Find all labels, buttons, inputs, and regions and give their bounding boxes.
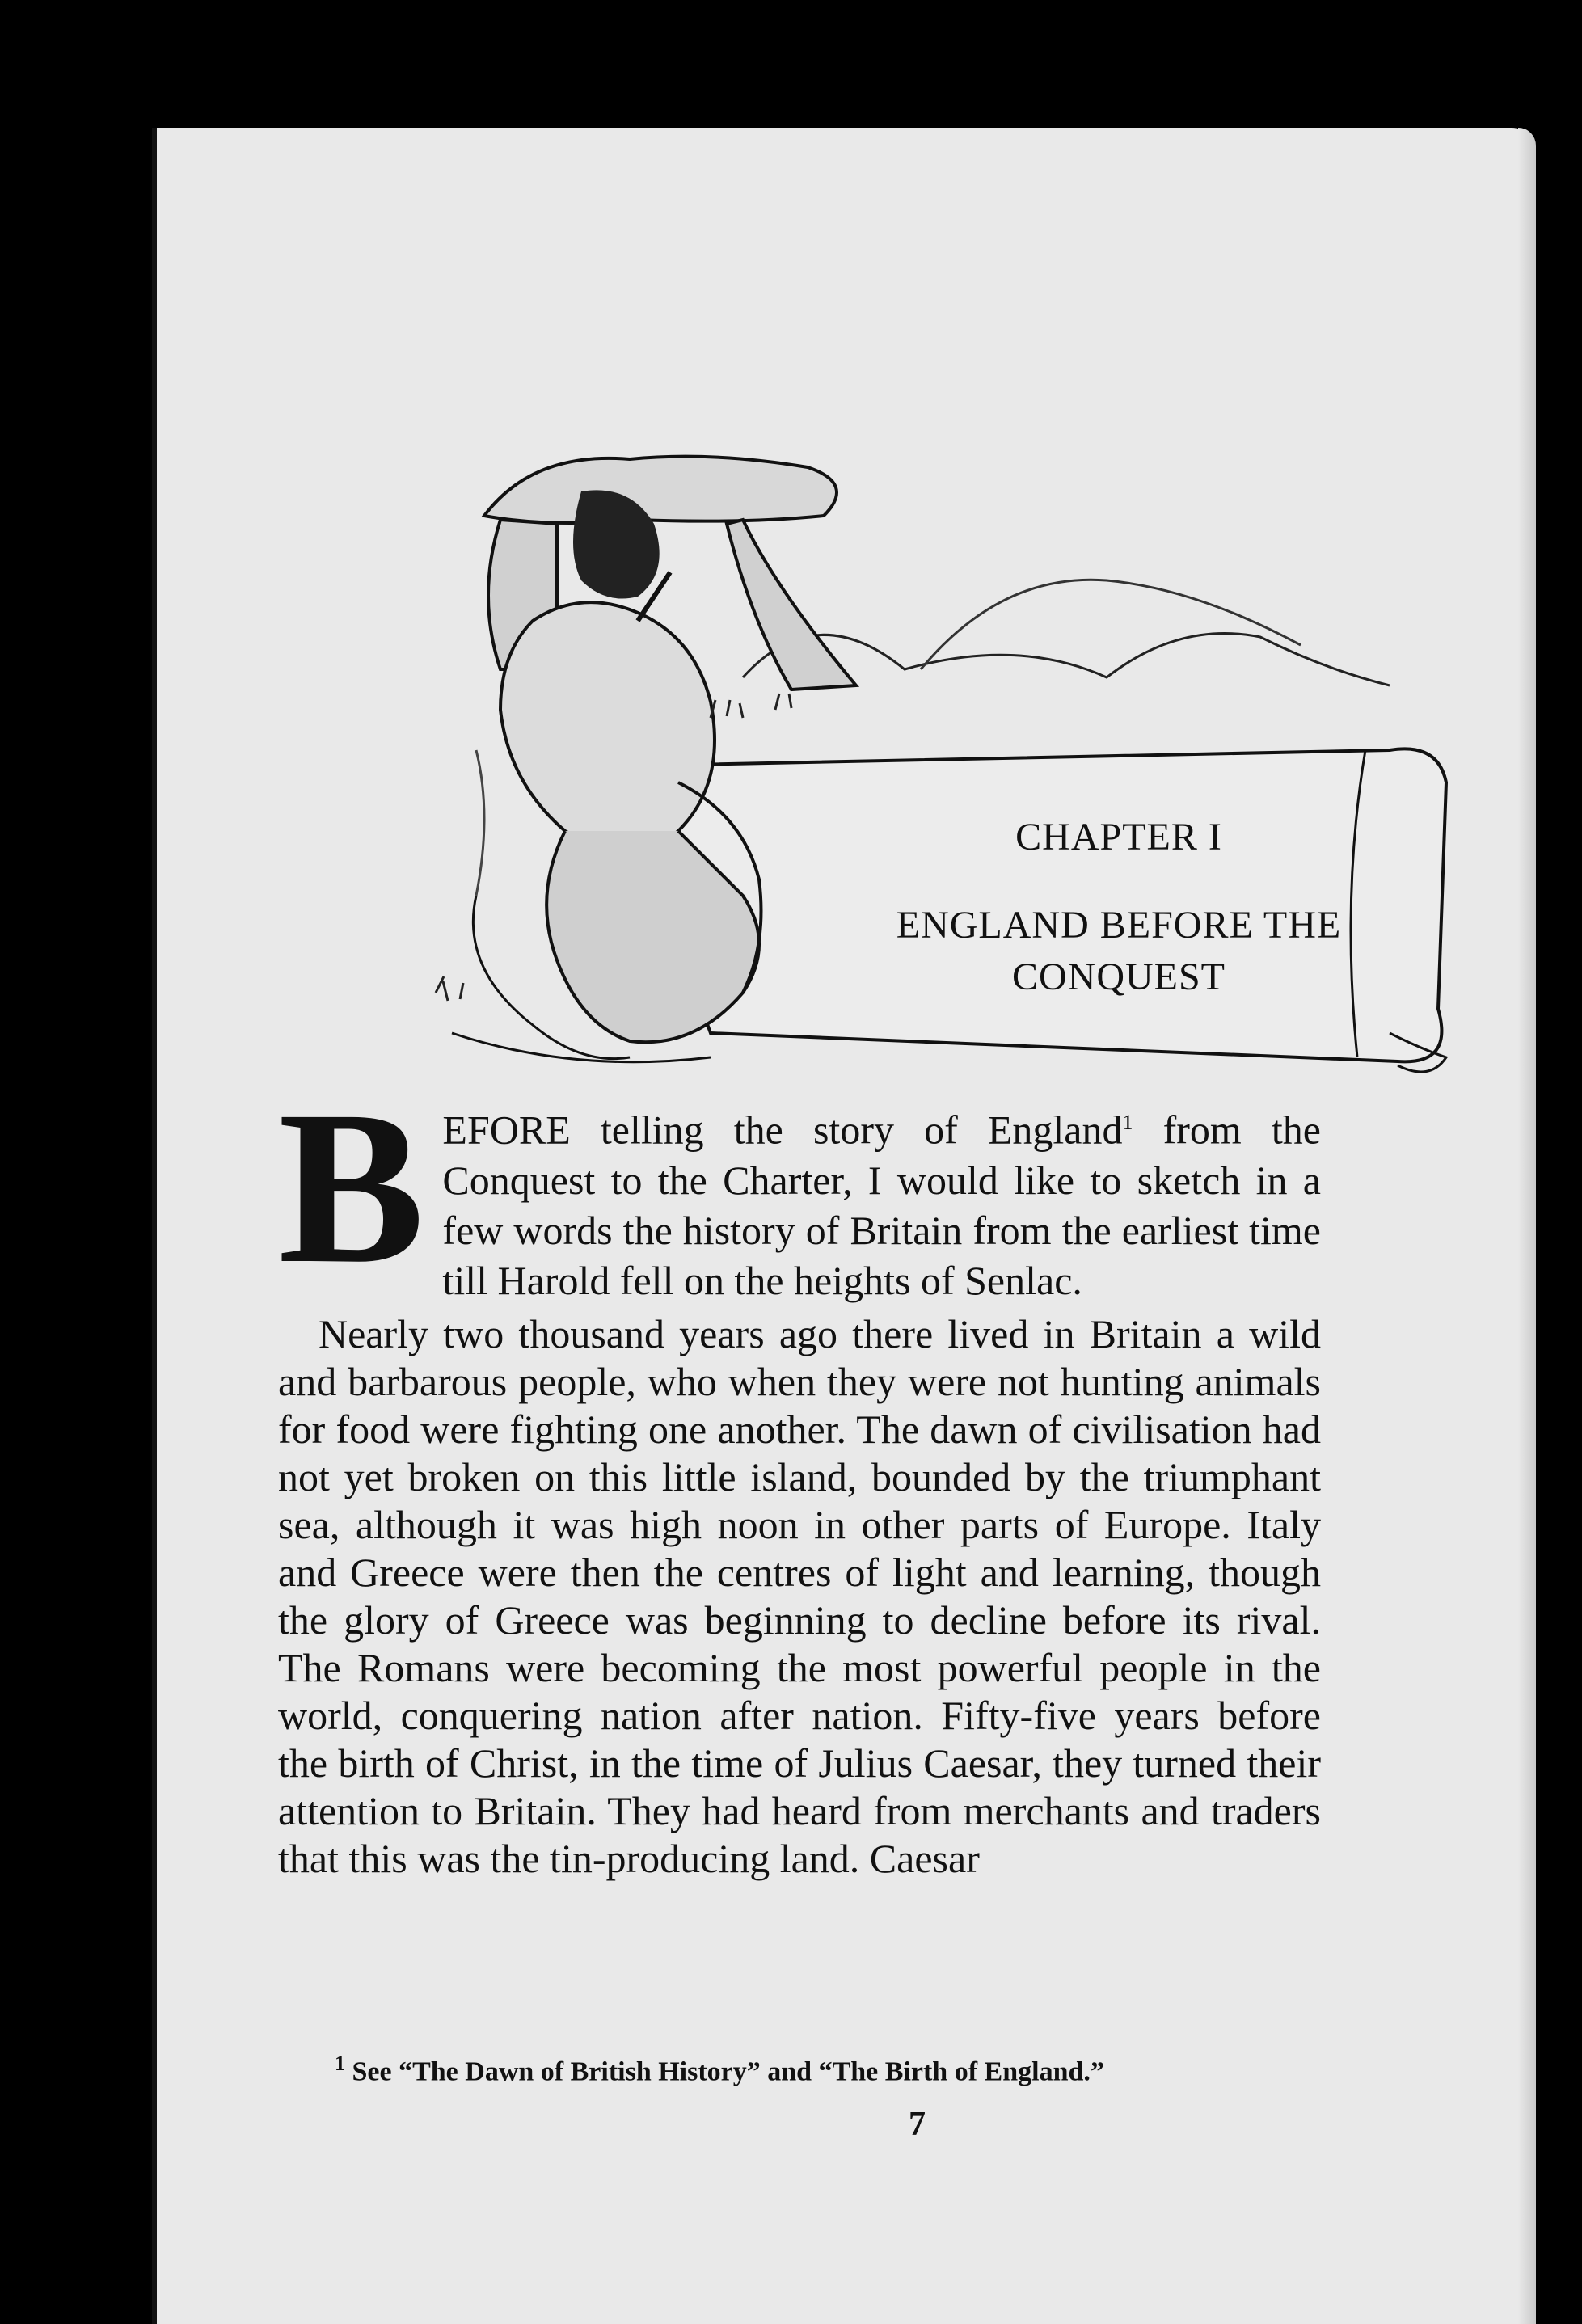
paragraph-1-rest: from the Conquest to the Charter, I would like to sketch in a few words the history of Britain from the earliest time till Harold fell on the heights of Senlac. [442, 1107, 1321, 1303]
footnote-ref: 1 [1122, 1111, 1133, 1134]
chapter-heading [836, 900, 1402, 1003]
chapter-heading-line-1: ENGLAND BEFORE THE [896, 904, 1342, 947]
paragraph-2: Nearly two thousand years ago there lived in Britain a wild and barbarous people, who when they were not hunting animals for food were fighting one another. The dawn of civilisation had not yet broken on this little island, bounded by the triumphant sea, although it was high noon in other parts of Europe. Italy and Greece were then the centres of light and learning, though the glory of Greece was beginning to decline before its rival. The Romans were becoming the most powerful people in the world, conquering nation after nation. Fifty-five years before the birth of Christ, in the time of Julius Caesar, they turned their attention to Britain. They had heard from merchants and traders that this was the tin-producing land. Caesar [278, 1310, 1321, 1881]
page-edge-shadow [1518, 128, 1536, 2324]
page-number: 7 [909, 2106, 926, 2143]
footnote-text: See “The Dawn of British History” and “The Birth of England.” [345, 2056, 1104, 2087]
footnote-marker: 1 [335, 2052, 345, 2075]
drop-cap: B [278, 1065, 425, 1309]
body-text [278, 1065, 1321, 1883]
chapter-number: CHAPTER I [1015, 816, 1222, 858]
chapter-illustration [290, 330, 1454, 1122]
paragraph-1 [278, 1065, 1321, 1309]
book-page [152, 128, 1536, 2324]
chapter-heading-line-2: CONQUEST [1011, 955, 1226, 998]
footnote [335, 2052, 1450, 2087]
paragraph-1-start: EFORE telling the story of England [442, 1107, 1123, 1153]
